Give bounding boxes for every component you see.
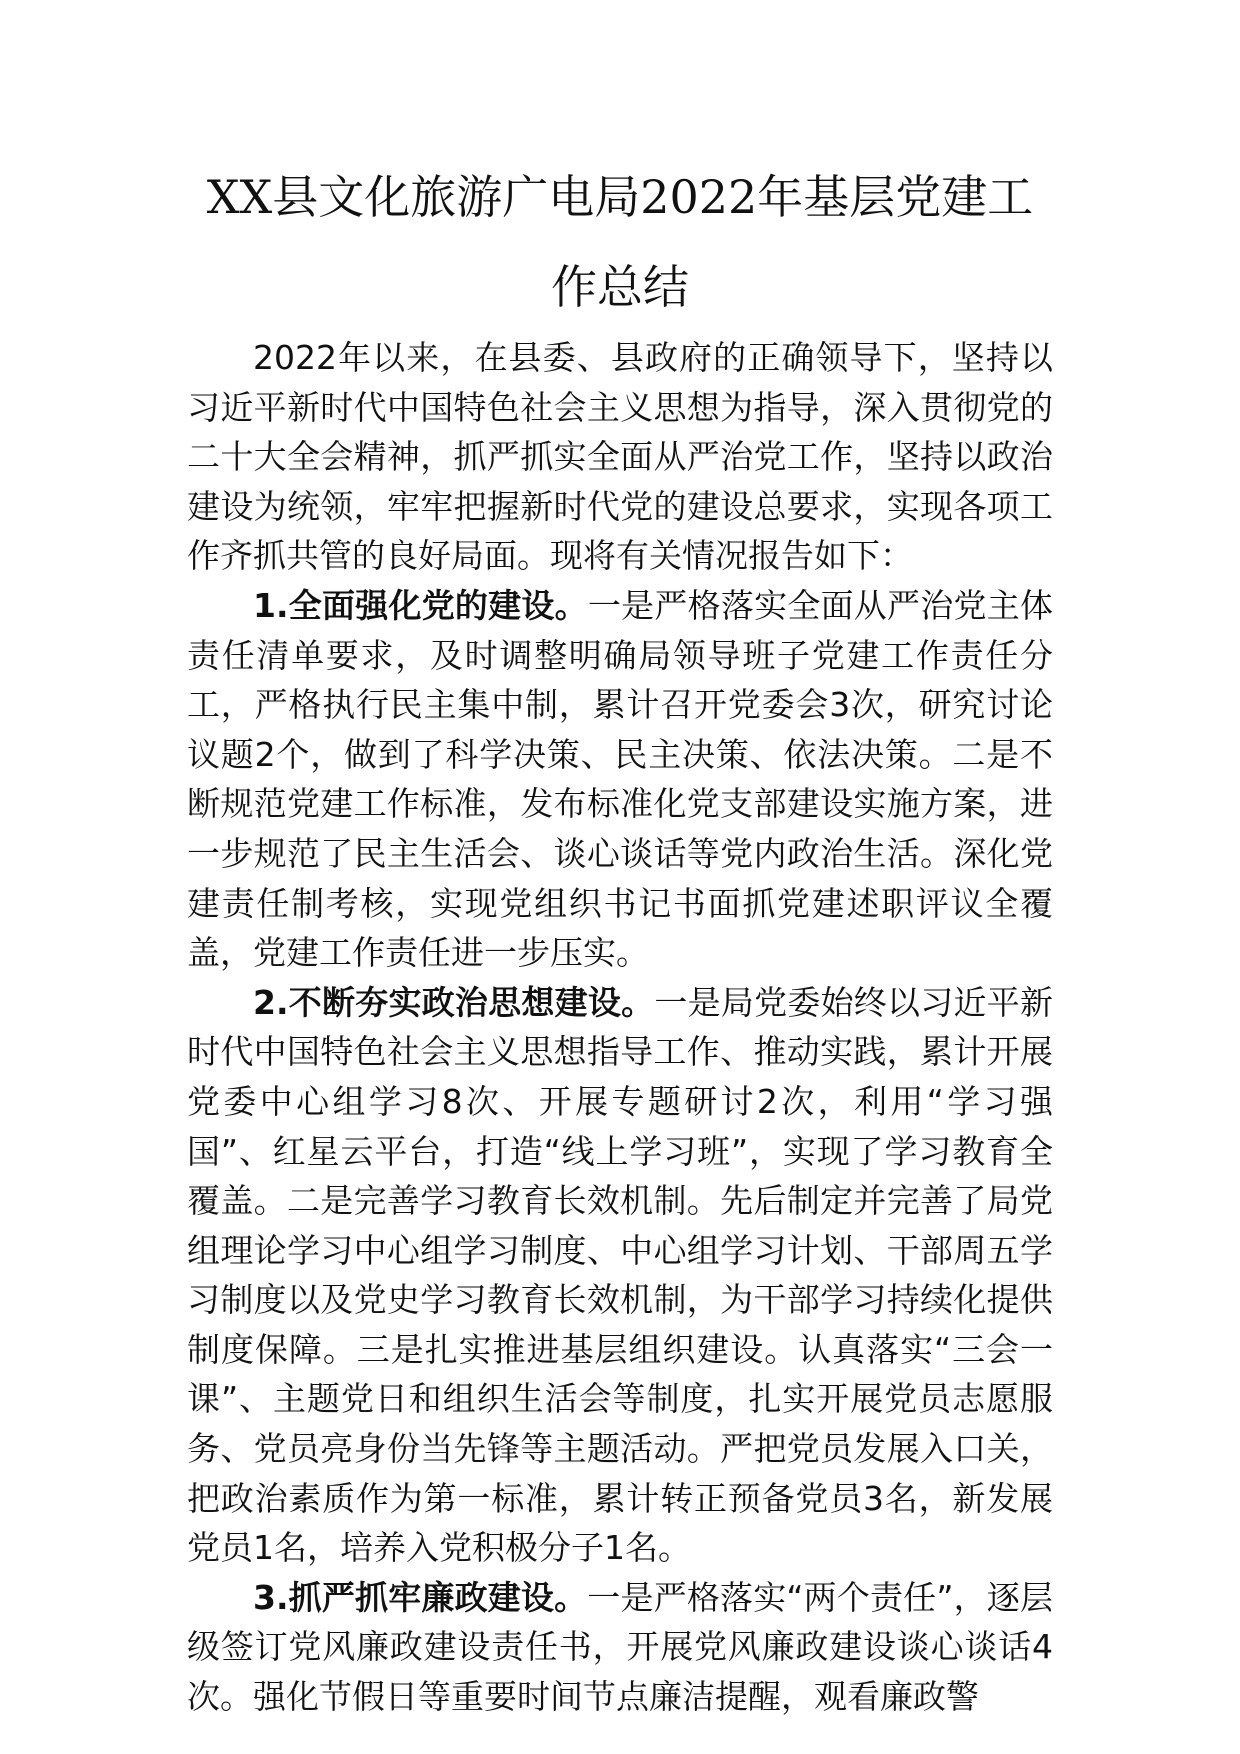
section-heading-1: 1.全面强化党的建设。 [253, 585, 588, 625]
section-text-1: 一是严格落实全面从严治党主体责任清单要求，及时调整明确局领导班子党建工作责任分工，严格执行民主集中制，累计召开党委会3次，研究讨论议题2个，做到了科学决策、民主决策、依法决策。二是不断规范党建工作标准，发布标准化党支部建设实施方案，进一步规范了民主生活会、谈心谈话等党内政治生活。深化党建责任制考核，实现党组织书记书面抓党建述职评议全覆盖，党建工作责任进一步压实。 [187, 585, 1053, 973]
document-title-line1: XX县文化旅游广电局2022年基层党建工 [206, 170, 1034, 224]
section-paragraph-1 [187, 581, 1053, 978]
section-heading-3: 3.抓严抓牢廉政建设。 [253, 1577, 588, 1617]
intro-paragraph: 2022年以来，在县委、县政府的正确领导下，坚持以习近平新时代中国特色社会主义思想为指导，深入贯彻党的二十大全会精神，抓严抓实全面从严治党工作，坚持以政治建设为统领，牢牢把握新时代党的建设总要求，实现各项工作齐抓共管的良好局面。现将有关情况报告如下： [187, 338, 1053, 576]
document-body [187, 333, 1053, 1722]
section-paragraph-3 [187, 1573, 1053, 1722]
section-text-3: 一是严格落实“两个责任”，逐层级签订党风廉政建设责任书，开展党风廉政建设谈心谈话4次。强化节假日等重要时间节点廉洁提醒，观看廉政警 [187, 1577, 1053, 1717]
section-paragraph-2 [187, 978, 1053, 1573]
document-title-line2: 作总结 [551, 260, 689, 314]
section-heading-2: 2.不断夯实政治思想建设。 [253, 982, 655, 1022]
section-text-2: 一是局党委始终以习近平新时代中国特色社会主义思想指导工作、推动实践，累计开展党委中心组学习8次、开展专题研讨2次，利用“学习强国”、红星云平台，打造“线上学习班”，实现了学习教育全覆盖。二是完善学习教育长效机制。先后制定并完善了局党组理论学习中心组学习制度、中心组学习计划、干部周五学习制度以及党史学习教育长效机制，为干部学习持续化提供制度保障。三是扎实推进基层组织建设。认真落实“三会一课”、主题党日和组织生活会等制度，扎实开展党员志愿服务、党员亮身份当先锋等主题活动。严把党员发展入口关，把政治素质作为第一标准，累计转正预备党员3名，新发展党员1名，培养入党积极分子1名。 [187, 982, 1054, 1568]
